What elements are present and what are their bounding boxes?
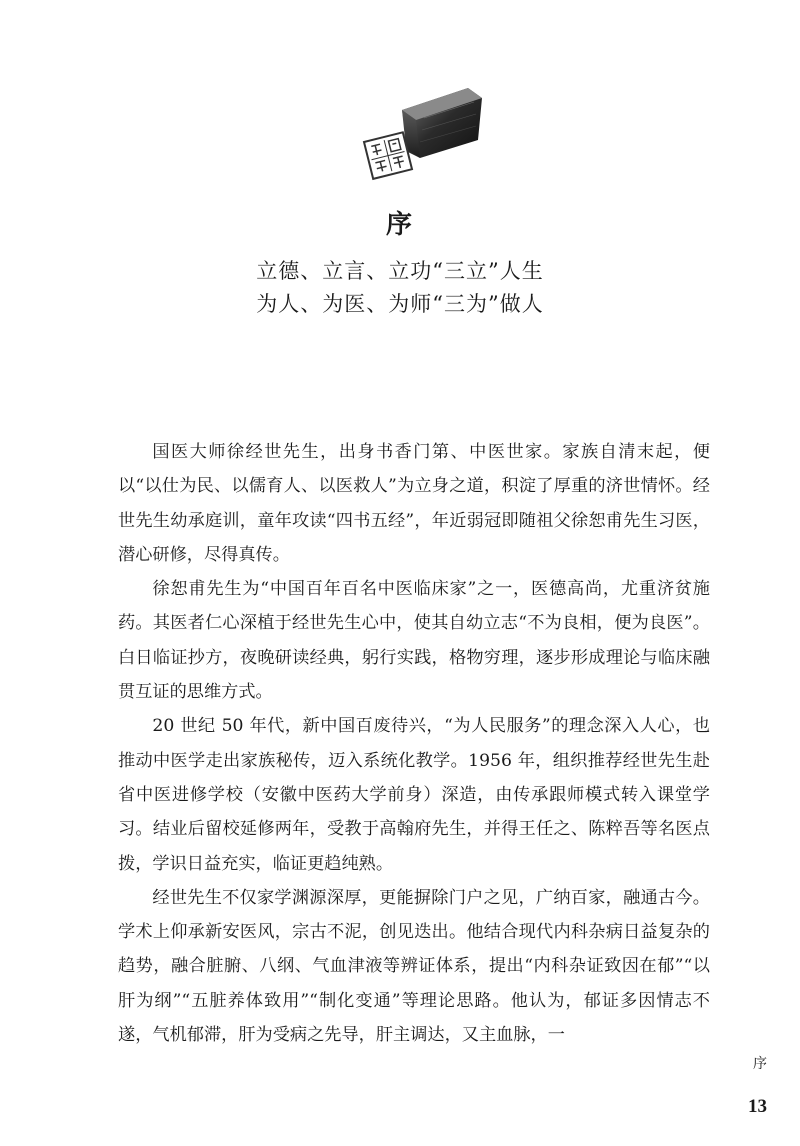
paragraph: 国医大师徐经世先生，出身书香门第、中医世家。家族自清末起，便以“以仕为民、以儒育人、以医救人”为立身之道，积淀了厚重的济世情怀。经世先生幼承庭训，童年攻读“四书五经”，年近弱冠即随祖父徐恕甫先生习医，潜心研修，尽得真传。 (118, 442, 710, 565)
seal-stamp-icon (360, 80, 490, 190)
subtitle-line-2: 为人、为医、为师“三为”做人 (256, 292, 544, 316)
subtitle-line-1: 立德、立言、立功“三立”人生 (256, 259, 544, 283)
paragraph: 经世先生不仅家学渊源深厚，更能摒除门户之见，广纳百家，融通古今。学术上仰承新安医风，宗古不泥，创见迭出。他结合现代内科杂病日益复杂的趋势，融合脏腑、八纲、气血津液等辨证体系，提出“内科杂证致因在郁”“以肝为纲”“五脏养体致用”“制化变通”等理论思路。他认为，郁证多因情志不遂，气机郁滞，肝为受病之先导，肝主调达，又主血脉，一 (118, 887, 710, 1046)
paragraph: 20 世纪 50 年代，新中国百废待兴，“为人民服务”的理念深入人心，也推动中医学走出家族秘传，迈入系统化教学。1956 年，组织推荐经世先生赴省中医进修学校（安徽中医药大学前身）深造，由传承跟师模式转入课堂学习。结业后留校延修两年，受教于高翰府先生，并得王任之、陈粹吾等名医点拨，学识日益充实，临证更趋纯熟。 (118, 716, 710, 874)
running-head: 序 (753, 1056, 767, 1072)
page-title: 序 (385, 210, 414, 240)
page-number: 13 (748, 1096, 767, 1117)
body-text (118, 435, 710, 1052)
paragraph: 徐恕甫先生为“中国百年百名中医临床家”之一，医德高尚，尤重济贫施药。其医者仁心深植于经世先生心中，使其自幼立志“不为良相，便为良医”。白日临证抄方，夜晚研读经典，躬行实践，格物穷理，逐步形成理论与临床融贯互证的思维方式。 (118, 579, 710, 703)
